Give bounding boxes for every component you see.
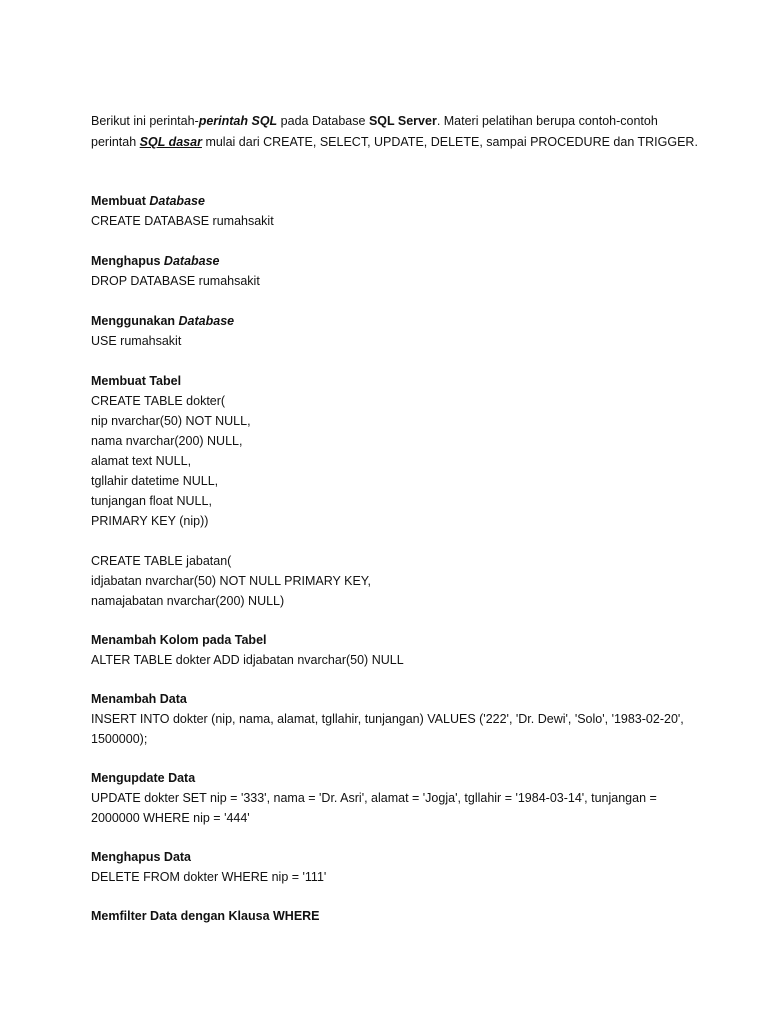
code-line: alamat text NULL,	[91, 454, 192, 468]
code-line: ALTER TABLE dokter ADD idjabatan nvarchar(50) NULL	[91, 653, 404, 667]
intro-paragraph	[91, 111, 701, 153]
code-line: PRIMARY KEY (nip))	[91, 514, 209, 528]
intro-line-1	[91, 111, 701, 132]
section-create-table	[91, 371, 701, 531]
code-line: nama nvarchar(200) NULL,	[91, 434, 243, 448]
code-line: nip nvarchar(50) NOT NULL,	[91, 414, 251, 428]
intro-bold-sql-server: SQL Server	[368, 114, 437, 128]
intro-text: Berikut ini perintah-	[91, 114, 199, 128]
sql-dasar-link[interactable]: SQL dasar	[139, 135, 202, 149]
section-add-column	[91, 630, 701, 670]
section-update-data	[91, 768, 701, 828]
section-heading: Memfilter Data dengan Klausa WHERE	[91, 909, 320, 923]
section-heading: Membuat Tabel	[91, 374, 182, 388]
intro-line-2	[91, 132, 701, 153]
code-line: CREATE TABLE jabatan(	[91, 554, 232, 568]
section-insert-data	[91, 689, 701, 749]
section-heading: Membuat Database	[91, 194, 205, 208]
section-heading: Menghapus Database	[91, 254, 220, 268]
code-paragraph: UPDATE dokter SET nip = '333', nama = 'Dr. Asri', alamat = 'Jogja', tgllahir = '1984-03-14', tunjangan = 2000000 WHERE nip = '444'	[91, 791, 657, 825]
section-heading: Menggunakan Database	[91, 314, 235, 328]
code-line: CREATE DATABASE rumahsakit	[91, 214, 274, 228]
section-filter-data	[91, 906, 701, 926]
section-delete-data	[91, 847, 701, 887]
section-use-database	[91, 311, 701, 351]
code-line: DROP DATABASE rumahsakit	[91, 274, 260, 288]
intro-text: . Materi pelatihan berupa contoh-contoh	[436, 114, 658, 128]
section-create-table-jabatan	[91, 551, 701, 611]
section-heading: Menghapus Data	[91, 850, 192, 864]
intro-italic-sql: perintah SQL	[198, 114, 278, 128]
section-heading: Menambah Kolom pada Tabel	[91, 633, 267, 647]
section-create-database	[91, 191, 701, 231]
code-line: DELETE FROM dokter WHERE nip = '111'	[91, 870, 327, 884]
intro-text: mulai dari CREATE, SELECT, UPDATE, DELETE, sampai PROCEDURE dan TRIGGER.	[201, 135, 698, 149]
code-paragraph: INSERT INTO dokter (nip, nama, alamat, tgllahir, tunjangan) VALUES ('222', 'Dr. Dewi', 'Solo', '1983-02-20', 1500000);	[91, 712, 684, 746]
section-heading: Menambah Data	[91, 692, 187, 706]
code-line: namajabatan nvarchar(200) NULL)	[91, 594, 285, 608]
code-line: idjabatan nvarchar(50) NOT NULL PRIMARY KEY,	[91, 574, 371, 588]
code-line: CREATE TABLE dokter(	[91, 394, 226, 408]
code-line: USE rumahsakit	[91, 334, 182, 348]
code-line: tunjangan float NULL,	[91, 494, 212, 508]
document-page	[91, 111, 701, 926]
section-drop-database	[91, 251, 701, 291]
intro-text: perintah	[91, 135, 140, 149]
intro-text: pada Database	[277, 114, 369, 128]
section-heading: Mengupdate Data	[91, 771, 196, 785]
code-line: tgllahir datetime NULL,	[91, 474, 219, 488]
